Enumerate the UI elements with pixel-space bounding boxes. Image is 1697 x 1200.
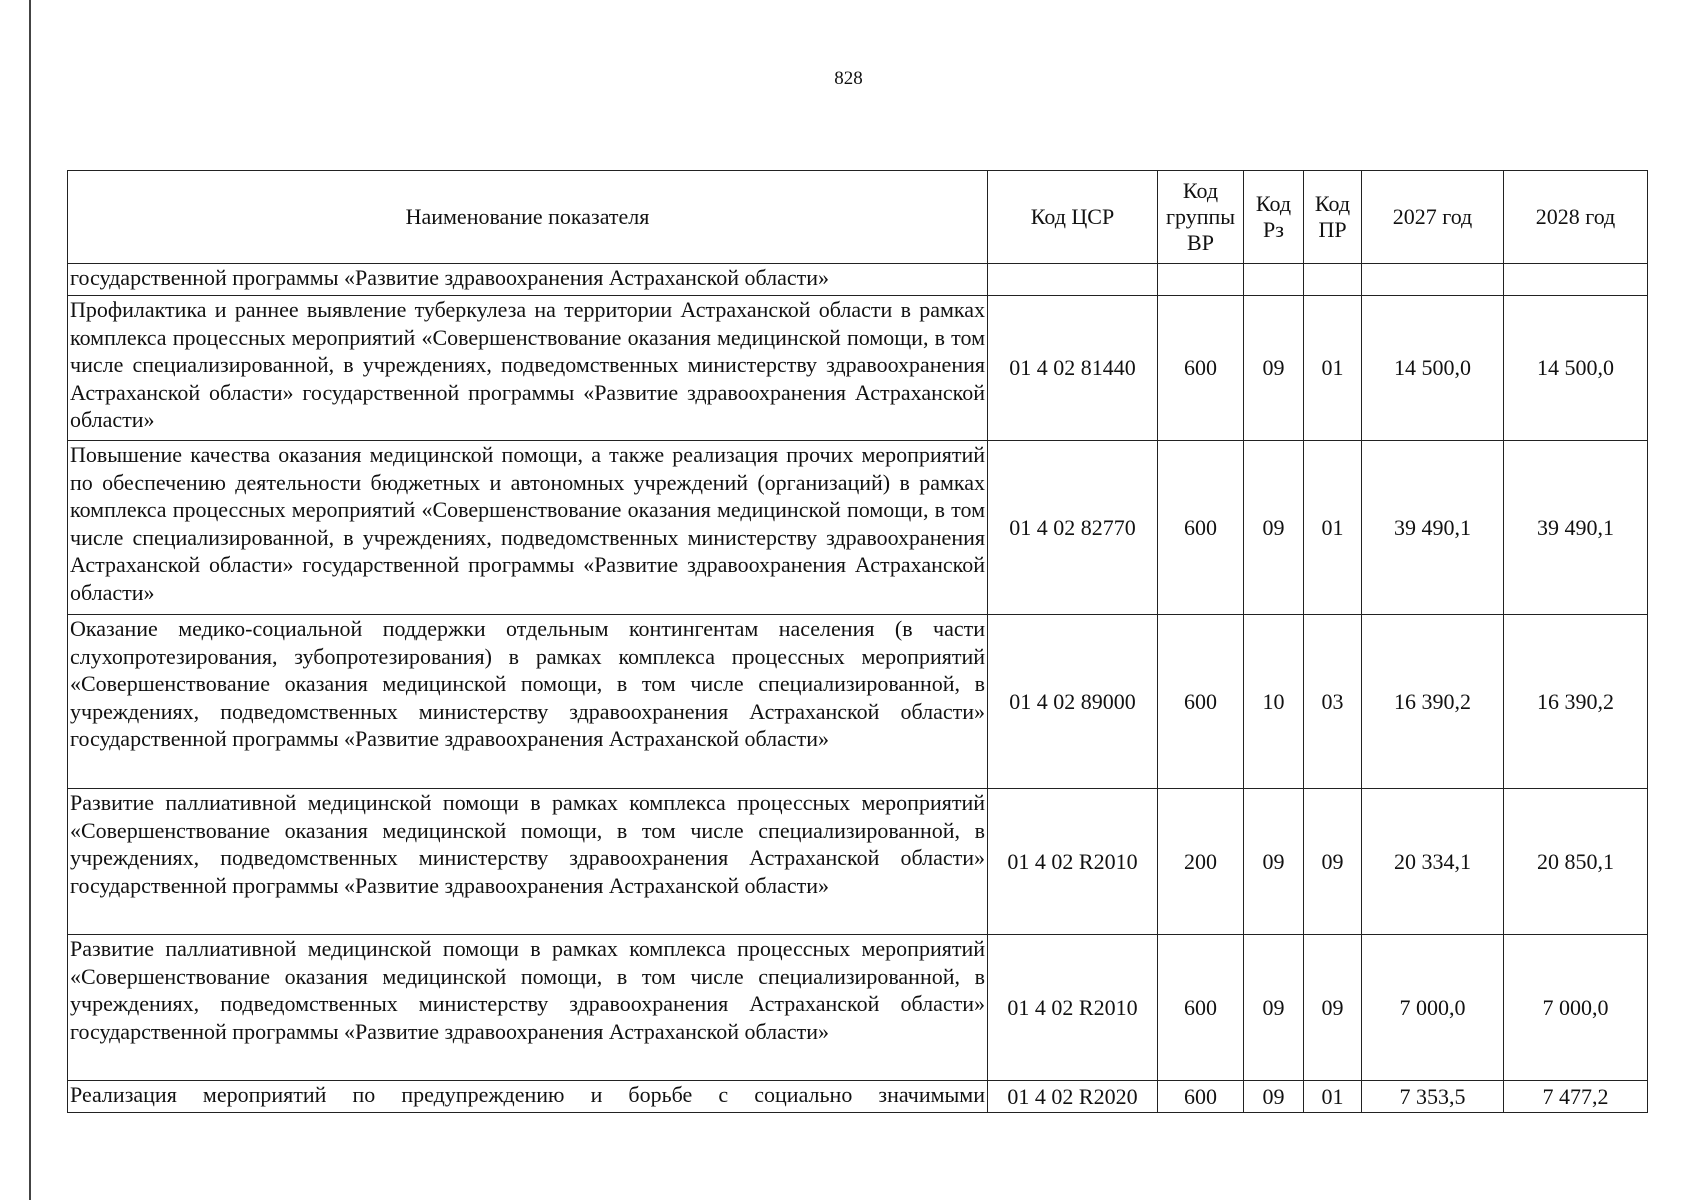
header-rz: Код Рз — [1244, 171, 1304, 264]
scan-edge-line — [29, 0, 31, 1200]
row-vr — [1158, 264, 1244, 296]
row-vr: 600 — [1158, 296, 1244, 441]
row-2028: 20 850,1 — [1504, 789, 1648, 935]
row-name: государственной программы «Развитие здравоохранения Астраханской области» — [68, 264, 988, 296]
row-csr: 01 4 02 89000 — [988, 615, 1158, 789]
header-2027: 2027 год — [1362, 171, 1504, 264]
row-csr: 01 4 02 R2020 — [988, 1081, 1158, 1113]
header-name: Наименование показателя — [68, 171, 988, 264]
row-vr: 600 — [1158, 1081, 1244, 1113]
row-pr: 09 — [1304, 935, 1362, 1081]
row-name: Повышение качества оказания медицинской помощи, а также реализация прочих мероприятий по обеспечению деятельности бюджетных и автономных учреждений (организаций) в рамках комплекса процессных мероприятий «Совершенствование оказания медицинской помощи, в том числе специализированной, в учреждениях, подведомственных министерству здравоохранения Астраханской области» государственной программы «Развитие здравоохранения Астраханской области» — [68, 441, 988, 615]
row-2028: 14 500,0 — [1504, 296, 1648, 441]
row-2028 — [1504, 264, 1648, 296]
row-2028: 39 490,1 — [1504, 441, 1648, 615]
header-csr: Код ЦСР — [988, 171, 1158, 264]
table-row — [68, 789, 1648, 935]
row-rz: 09 — [1244, 935, 1304, 1081]
row-2027: 20 334,1 — [1362, 789, 1504, 935]
header-2028: 2028 год — [1504, 171, 1648, 264]
row-name: Развитие паллиативной медицинской помощи в рамках комплекса процессных мероприятий «Совершенствование оказания медицинской помощи, в том числе специализированной, в учреждениях, подведомственных министерству здравоохранения Астраханской области» государственной программы «Развитие здравоохранения Астраханской области» — [68, 789, 988, 935]
row-vr: 600 — [1158, 615, 1244, 789]
row-rz: 09 — [1244, 296, 1304, 441]
row-name: Профилактика и раннее выявление туберкулеза на территории Астраханской области в рамках комплекса процессных мероприятий «Совершенствование оказания медицинской помощи, в том числе специализированной, в учреждениях, подведомственных министерству здравоохранения Астраханской области» государственной программы «Развитие здравоохранения Астраханской области» — [68, 296, 988, 441]
table-row — [68, 264, 1648, 296]
row-2027: 7 353,5 — [1362, 1081, 1504, 1113]
row-rz: 09 — [1244, 441, 1304, 615]
row-2028: 16 390,2 — [1504, 615, 1648, 789]
row-vr: 600 — [1158, 935, 1244, 1081]
row-2028: 7 000,0 — [1504, 935, 1648, 1081]
row-2027: 14 500,0 — [1362, 296, 1504, 441]
table-header-row — [68, 171, 1648, 264]
page-number: 828 — [834, 68, 863, 89]
row-vr: 200 — [1158, 789, 1244, 935]
row-csr: 01 4 02 82770 — [988, 441, 1158, 615]
row-2027: 16 390,2 — [1362, 615, 1504, 789]
row-rz: 10 — [1244, 615, 1304, 789]
row-csr — [988, 264, 1158, 296]
budget-table — [67, 170, 1648, 1113]
row-pr: 01 — [1304, 1081, 1362, 1113]
row-csr: 01 4 02 81440 — [988, 296, 1158, 441]
row-pr — [1304, 264, 1362, 296]
row-rz — [1244, 264, 1304, 296]
table-row — [68, 615, 1648, 789]
row-pr: 01 — [1304, 296, 1362, 441]
table-row — [68, 441, 1648, 615]
table-row — [68, 1081, 1648, 1113]
row-name: Оказание медико-социальной поддержки отдельным контингентам населения (в части слухопротезирования, зубопротезирования) в рамках комплекса процессных мероприятий «Совершенствование оказания медицинской помощи, в том числе специализированной, в учреждениях, подведомственных министерству здравоохранения Астраханской области» государственной программы «Развитие здравоохранения Астраханской области» — [68, 615, 988, 789]
table-row — [68, 935, 1648, 1081]
row-2028: 7 477,2 — [1504, 1081, 1648, 1113]
row-csr: 01 4 02 R2010 — [988, 789, 1158, 935]
row-rz: 09 — [1244, 789, 1304, 935]
row-pr: 09 — [1304, 789, 1362, 935]
row-rz: 09 — [1244, 1081, 1304, 1113]
row-name: Развитие паллиативной медицинской помощи в рамках комплекса процессных мероприятий «Совершенствование оказания медицинской помощи, в том числе специализированной, в учреждениях, подведомственных министерству здравоохранения Астраханской области» государственной программы «Развитие здравоохранения Астраханской области» — [68, 935, 988, 1081]
row-vr: 600 — [1158, 441, 1244, 615]
header-vr: Код группы ВР — [1158, 171, 1244, 264]
header-pr: Код ПР — [1304, 171, 1362, 264]
row-pr: 01 — [1304, 441, 1362, 615]
row-pr: 03 — [1304, 615, 1362, 789]
table-row — [68, 296, 1648, 441]
row-csr: 01 4 02 R2010 — [988, 935, 1158, 1081]
row-name: Реализация мероприятий по предупреждению и борьбе с социально значимыми — [68, 1081, 988, 1113]
row-2027: 39 490,1 — [1362, 441, 1504, 615]
row-2027 — [1362, 264, 1504, 296]
row-2027: 7 000,0 — [1362, 935, 1504, 1081]
